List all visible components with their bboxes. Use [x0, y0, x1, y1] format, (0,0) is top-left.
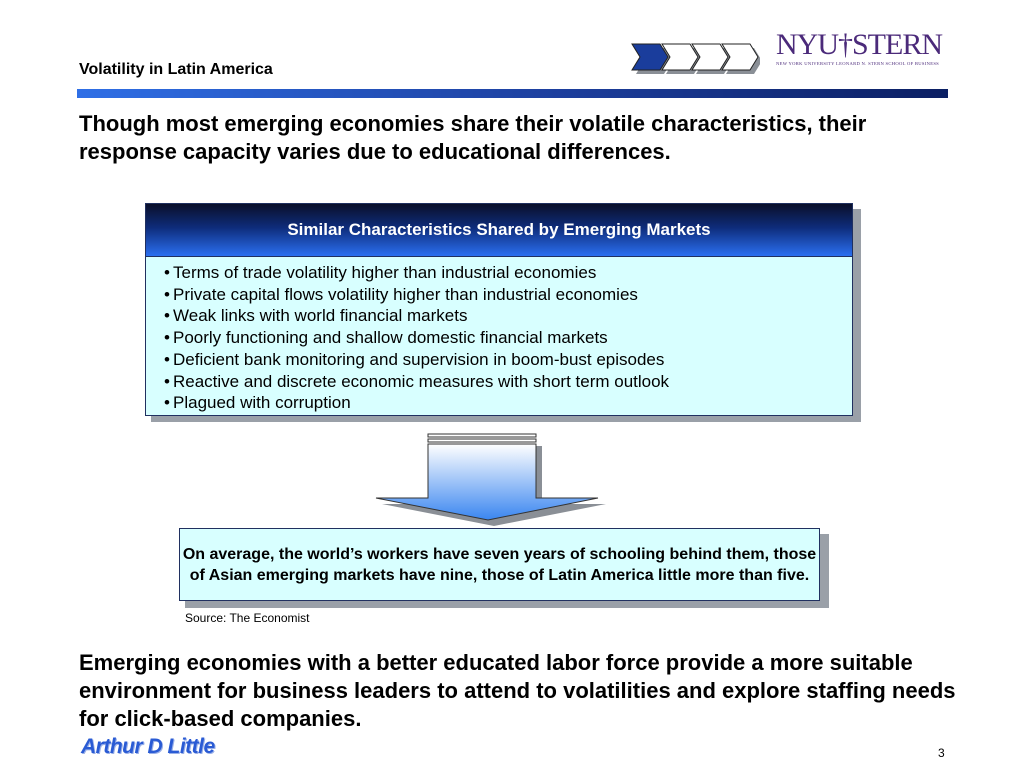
list-item: • Private capital flows volatility higher than industrial economies	[164, 284, 638, 304]
list-item: • Terms of trade volatility higher than industrial economies	[164, 263, 597, 282]
slide-title: Volatility in Latin America	[79, 61, 273, 78]
page-number: 3	[938, 746, 945, 760]
schooling-box	[179, 528, 820, 601]
logo-wordmark: NYU†STERN	[776, 28, 943, 61]
list-item: • Reactive and discrete economic measures with short term outlook	[164, 371, 670, 391]
down-arrow-icon	[370, 432, 610, 527]
header-divider	[77, 89, 948, 98]
source-note: Source: The Economist	[185, 611, 310, 625]
progress-arrows-icon	[628, 40, 760, 74]
list-item: • Weak links with world financial markets	[164, 306, 468, 326]
arthur-d-little-logo: Arthur D Little	[81, 735, 215, 758]
characteristics-box	[145, 203, 853, 416]
list-item: • Deficient bank monitoring and supervision in boom-bust episodes	[164, 349, 665, 369]
list-item: • Plagued with corruption	[164, 393, 351, 413]
nyu-stern-logo	[776, 24, 952, 70]
characteristics-list	[146, 262, 669, 414]
list-item: • Poorly functioning and shallow domestic financial markets	[164, 328, 608, 348]
schooling-text: On average, the world’s workers have seven years of schooling behind them, those of Asian emerging markets have nine, those of Latin America little more than five.	[182, 545, 817, 584]
characteristics-title: Similar Characteristics Shared by Emerging Markets	[146, 204, 852, 257]
headline: Though most emerging economies share their volatile characteristics, their response capacity varies due to educational differences.	[79, 111, 867, 164]
conclusion-text: Emerging economies with a better educated labor force provide a more suitable environment for business leaders to attend to volatilities and explore staffing needs for click-based companies.	[79, 650, 956, 731]
logo-subtitle: NEW YORK UNIVERSITY LEONARD N. STERN SCHOOL OF BUSINESS	[776, 61, 940, 66]
